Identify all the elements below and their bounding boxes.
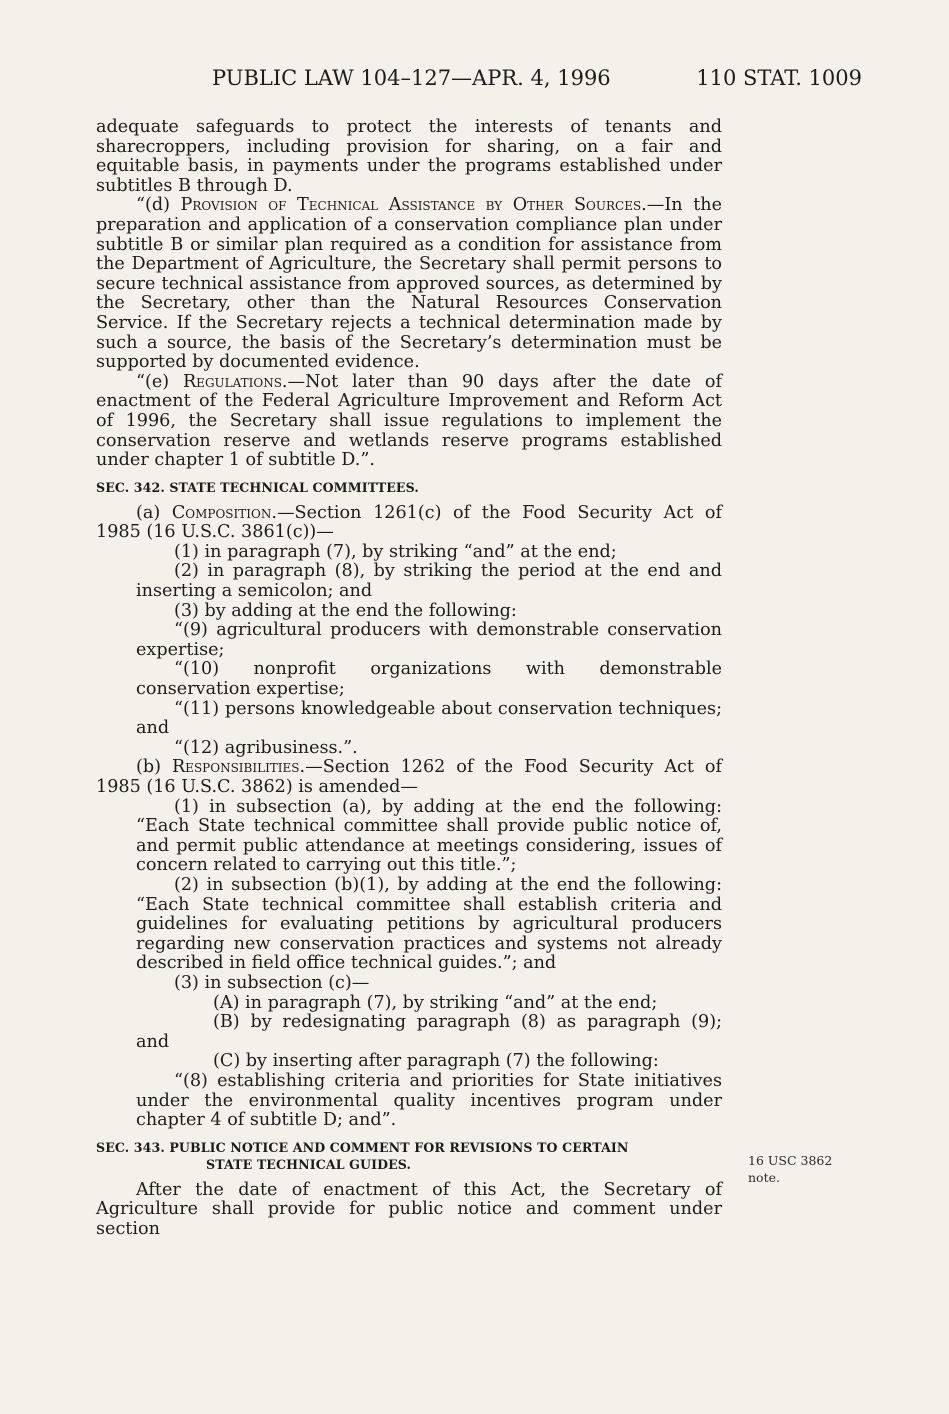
subsection-e-prefix: “(e) (136, 371, 183, 392)
paragraph-section-343: After the date of enactment of this Act, the Secretary of Agriculture shall provide for public notice and comment under section (96, 1179, 722, 1239)
subsection-e-text: —Not later than 90 days after the date of enactment of the Federal Agriculture Improvement and Reform Act of 1996, the Secretary shall issue regulations to implement the conservation reserve and wetlands reserve programs established under chapter 1 of subtitle D.”. (96, 371, 722, 471)
composition-para-10: “(10) nonprofit organizations with demonstrable conservation expertise; (136, 659, 722, 700)
composition-prefix: (a) (136, 502, 172, 523)
section-342-heading: SEC. 342. STATE TECHNICAL COMMITTEES. (96, 479, 419, 495)
subsection-d-text: —In the preparation and application of a conservation compliance plan under subtitle B or similar plan required as a condition for assistance from the Department of Agriculture, the Secretary shall permit persons to secure technical assistance from approved sources, as determined by the Secretary, other than the Natural Resources Conservation Service. If the Secretary rejects a technical determination made by such a source, the basis of the Secretary’s determination must be supported by documented evidence. (96, 195, 723, 373)
margin-note-usc (748, 1152, 858, 1186)
responsibilities-subitem-c: (C) by inserting after paragraph (7) the following: (213, 1051, 659, 1072)
responsibilities-para-8: “(8) establishing criteria and priorities for State initiatives under the environmental quality incentives program under chapter 4 of subtitle D; and”. (136, 1070, 722, 1131)
composition-para-9: “(9) agricultural producers with demonstrable conservation expertise; (136, 620, 722, 660)
body-text (96, 118, 722, 1239)
composition-item-1: (1) in paragraph (7), by striking “and” at the end; (174, 541, 617, 562)
composition-para-12: “(12) agribusiness.”. (174, 737, 358, 758)
paragraph-subsection-d (96, 196, 722, 372)
paragraph-subsection-e (96, 373, 722, 471)
responsibilities-item-2: (2) in subsection (b)(1), by adding at the end the following: “Each State technical committee shall establish criteria and guidelines for evaluating petitions by agricultural producers regarding new conservation practices and systems not already described in field office technical guides.”; and (136, 874, 722, 974)
responsibilities-subitem-a: (A) in paragraph (7), by striking “and” at the end; (213, 992, 658, 1013)
section-343-heading-line2: STATE TECHNICAL GUIDES. (206, 1156, 412, 1172)
paragraph-composition (96, 504, 722, 543)
responsibilities-prefix: (b) (136, 757, 172, 778)
responsibilities-item-1: (1) in subsection (a), by adding at the end the following: “Each State technical committee shall provide public notice of, and permit public attendance at meetings considering, issues of concern related to carrying out this title.”; (136, 796, 722, 876)
composition-text: —Section 1261(c) of the Food Security Act of 1985 (16 U.S.C. 3861(c))— (96, 502, 723, 543)
header-stat-page: 110 STAT. 1009 (696, 66, 862, 90)
section-343-heading-line1: SEC. 343. PUBLIC NOTICE AND COMMENT FOR REVISIONS TO CERTAIN (96, 1139, 629, 1155)
subsection-d-prefix: “(d) (136, 195, 181, 216)
header-public-law: PUBLIC LAW 104–127—APR. 4, 1996 (212, 66, 611, 90)
responsibilities-subitem-b: (B) by redesignating paragraph (8) as paragraph (9); and (136, 1012, 722, 1052)
responsibilities-item-3: (3) in subsection (c)— (174, 972, 370, 993)
margin-note-citation: 16 USC 3862 (748, 1153, 833, 1168)
paragraph-responsibilities (96, 758, 722, 797)
running-header (212, 66, 862, 96)
margin-note-label: note. (748, 1170, 780, 1185)
composition-para-11: “(11) persons knowledgeable about conservation techniques; and (136, 698, 722, 739)
responsibilities-heading: Responsibilities. (171, 757, 306, 778)
composition-item-3: (3) by adding at the end the following: (174, 600, 517, 621)
subsection-e-heading: Regulations. (182, 371, 288, 392)
responsibilities-text: —Section 1262 of the Food Security Act of 1985 (16 U.S.C. 3862) is amended— (96, 757, 722, 797)
composition-item-2: (2) in paragraph (8), by striking the period at the end and inserting a semicolon; and (136, 561, 722, 602)
composition-heading: Composition. (171, 502, 277, 523)
section-343-heading (96, 1139, 722, 1173)
paragraph-safeguards: adequate safeguards to protect the interests of tenants and sharecroppers, including provision for sharing, on a fair and equitable basis, in payments under the programs established under subtitles B through D. (96, 117, 722, 196)
subsection-d-heading: Provision of Technical Assistance by Other Sources. (180, 195, 647, 216)
